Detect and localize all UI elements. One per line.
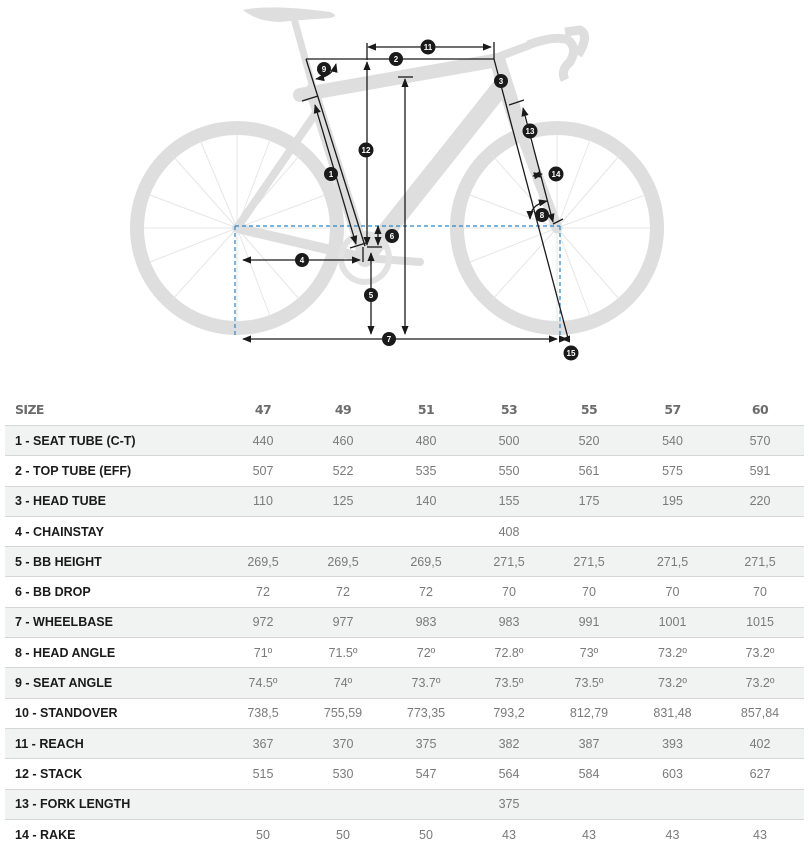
measurement-label: 8 - HEAD ANGLE	[5, 638, 223, 668]
measurement-label: 14 - RAKE	[15, 827, 76, 842]
measurement-value: 110	[223, 486, 303, 516]
measurement-value: 440	[223, 426, 303, 456]
measurement-value: 155	[469, 486, 549, 516]
measurement-value: 793,2	[469, 698, 549, 728]
measurement-value: 540	[629, 426, 716, 456]
callout-number: 2	[393, 55, 399, 64]
measurement-value: 72	[303, 577, 383, 607]
measurement-value: 73º	[549, 638, 629, 668]
callout-badge-8	[535, 208, 549, 222]
measurement-lines	[243, 42, 568, 339]
measurement-value	[223, 789, 303, 819]
measurement-value: 738,5	[223, 698, 303, 728]
table-row	[5, 819, 804, 849]
measurement-value: 977	[303, 607, 383, 637]
measurement-value	[383, 516, 469, 546]
table-row	[5, 516, 804, 546]
measurement-value: 50	[336, 827, 350, 842]
measurement-value: 43	[502, 827, 516, 842]
callout-badge-3	[494, 74, 508, 88]
callout-badge-14	[549, 167, 564, 182]
measurement-value: 271,5	[469, 547, 549, 577]
callout-badge-5	[364, 288, 378, 302]
measurement-value: 72.8º	[469, 638, 549, 668]
measurement-label: 4 - CHAINSTAY	[5, 516, 223, 546]
table-row	[5, 759, 804, 789]
size-column-header: 57	[629, 394, 716, 426]
measurement-label: 7 - WHEELBASE	[5, 607, 223, 637]
measurement-value: 71.5º	[303, 638, 383, 668]
measurement-value: 73.2º	[629, 668, 716, 698]
measurement-value: 70	[629, 577, 716, 607]
measurement-value: 857,84	[716, 698, 804, 728]
measurement-label: 9 - SEAT ANGLE	[5, 668, 223, 698]
measurement-label: 5 - BB HEIGHT	[5, 547, 223, 577]
measurement-label: 13 - FORK LENGTH	[5, 789, 223, 819]
callout-badge-11	[421, 40, 436, 55]
measurement-value: 43	[582, 827, 596, 842]
measurement-value: 370	[303, 728, 383, 758]
measurement-value	[549, 789, 629, 819]
measurement-value: 550	[469, 456, 549, 486]
measurement-value	[629, 516, 716, 546]
bike-geometry-diagram	[0, 0, 809, 380]
saddle	[243, 7, 335, 22]
measurement-value: 575	[629, 456, 716, 486]
measurement-value: 271,5	[549, 547, 629, 577]
measurement-value: 522	[303, 456, 383, 486]
callout-number: 8	[539, 211, 545, 220]
measurement-value: 972	[223, 607, 303, 637]
measurement-value: 43	[665, 827, 680, 842]
size-column-header: 51	[383, 394, 469, 426]
measurement-value: 73.2º	[629, 638, 716, 668]
measurement-value: 72	[223, 577, 303, 607]
measurement-value: 175	[549, 486, 629, 516]
measurement-value: 382	[469, 728, 549, 758]
measurement-value: 269,5	[303, 547, 383, 577]
table-row	[5, 486, 804, 516]
measurement-value: 812,79	[549, 698, 629, 728]
measurement-value: 269,5	[223, 547, 303, 577]
measurement-value: 387	[549, 728, 629, 758]
measurement-value	[223, 516, 303, 546]
callout-number: 11	[423, 43, 433, 52]
measurement-value: 561	[549, 456, 629, 486]
measurement-value: 627	[716, 759, 804, 789]
callout-badge-15	[564, 346, 579, 361]
measurement-value: 584	[549, 759, 629, 789]
measurement-value	[549, 516, 629, 546]
size-column-header: 53	[469, 394, 549, 426]
callout-badge-2	[389, 52, 403, 66]
measurement-value: 74.5º	[223, 668, 303, 698]
measurement-value: 74º	[303, 668, 383, 698]
measurement-value: 530	[303, 759, 383, 789]
measurement-value: 773,35	[383, 698, 469, 728]
measurement-value: 375	[469, 789, 549, 819]
table-row	[5, 607, 804, 637]
measurement-value	[716, 516, 804, 546]
measurement-value: 269,5	[383, 547, 469, 577]
measurement-value: 755,59	[303, 698, 383, 728]
measurement-value: 70	[469, 577, 549, 607]
measurement-value: 72	[383, 577, 469, 607]
measurement-value: 515	[223, 759, 303, 789]
table-row	[5, 668, 804, 698]
measurement-value: 570	[716, 426, 804, 456]
measurement-value: 603	[629, 759, 716, 789]
callout-number: 9	[321, 65, 327, 74]
measurement-label: 11 - REACH	[5, 728, 223, 758]
measurement-value	[303, 789, 383, 819]
callout-badge-9	[317, 62, 331, 76]
table-row	[5, 577, 804, 607]
measurement-value: 73.5º	[469, 668, 549, 698]
table-header-row	[5, 394, 804, 426]
table-row	[5, 426, 804, 456]
table-row	[5, 547, 804, 577]
geometry-table	[5, 394, 804, 849]
callout-number: 12	[361, 146, 371, 155]
measurement-value: 50	[256, 827, 270, 842]
measurement-value: 520	[549, 426, 629, 456]
callout-badge-7	[382, 332, 396, 346]
measurement-value: 271,5	[629, 547, 716, 577]
measurement-value: 983	[469, 607, 549, 637]
measurement-value: 43	[753, 827, 767, 842]
measurement-value: 500	[469, 426, 549, 456]
measurement-value: 991	[549, 607, 629, 637]
measurement-label: 3 - HEAD TUBE	[5, 486, 223, 516]
measurement-value: 70	[549, 577, 629, 607]
callout-number: 5	[368, 291, 374, 300]
handlebar	[528, 30, 585, 80]
table-row	[5, 456, 804, 486]
size-column-header: 47	[223, 394, 303, 426]
measurement-value: 367	[223, 728, 303, 758]
table-row	[5, 638, 804, 668]
measurement-value: 220	[716, 486, 804, 516]
measurement-value: 125	[303, 486, 383, 516]
measurement-value: 72º	[383, 638, 469, 668]
callout-badge-1	[324, 167, 338, 181]
callout-badge-6	[385, 229, 399, 243]
measurement-value: 507	[223, 456, 303, 486]
callout-badge-13	[523, 124, 538, 139]
measurement-value: 564	[469, 759, 549, 789]
size-column-header: 49	[303, 394, 383, 426]
measurement-value: 140	[383, 486, 469, 516]
measurement-value	[716, 789, 804, 819]
size-header: SIZE	[5, 394, 223, 426]
table-row	[5, 728, 804, 758]
callout-number: 6	[389, 232, 395, 241]
measurement-value: 70	[716, 577, 804, 607]
callout-badge-4	[295, 253, 309, 267]
measurement-value: 375	[383, 728, 469, 758]
measurement-label: 1 - SEAT TUBE (C-T)	[5, 426, 223, 456]
measurement-value: 73.2º	[716, 638, 804, 668]
measurement-value: 73.5º	[549, 668, 629, 698]
measurement-value: 73.2º	[716, 668, 804, 698]
measurement-value: 983	[383, 607, 469, 637]
callout-number: 7	[386, 335, 392, 344]
measurement-value: 1001	[629, 607, 716, 637]
table-row	[5, 789, 804, 819]
table-row	[5, 698, 804, 728]
size-column-header: 55	[549, 394, 629, 426]
callout-number: 3	[498, 77, 504, 86]
measurement-value: 73.7º	[383, 668, 469, 698]
measurement-value	[629, 789, 716, 819]
callout-number: 4	[299, 256, 305, 265]
measurement-label: 6 - BB DROP	[5, 577, 223, 607]
callout-number: 14	[551, 170, 561, 179]
measurement-value: 1015	[716, 607, 804, 637]
measurement-value: 402	[716, 728, 804, 758]
measurement-value: 195	[629, 486, 716, 516]
measurement-value	[383, 789, 469, 819]
measurement-value	[303, 516, 383, 546]
measurement-value: 480	[383, 426, 469, 456]
callout-number: 1	[328, 170, 334, 179]
measurement-value: 271,5	[716, 547, 804, 577]
measurement-value: 831,48	[629, 698, 716, 728]
callout-number: 13	[525, 127, 535, 136]
measurement-label: 12 - STACK	[5, 759, 223, 789]
measurement-value: 547	[383, 759, 469, 789]
measurement-value: 71º	[223, 638, 303, 668]
measurement-value: 460	[303, 426, 383, 456]
measurement-value: 393	[629, 728, 716, 758]
stem	[495, 45, 530, 58]
size-column-header: 60	[716, 394, 804, 426]
measurement-value: 535	[383, 456, 469, 486]
callout-number: 15	[566, 349, 576, 358]
measurement-label: 2 - TOP TUBE (EFF)	[5, 456, 223, 486]
measurement-value: 591	[716, 456, 804, 486]
measurement-value: 50	[419, 827, 433, 842]
callout-badge-12	[359, 143, 374, 158]
measurement-value: 408	[469, 516, 549, 546]
measurement-label: 10 - STANDOVER	[5, 698, 223, 728]
